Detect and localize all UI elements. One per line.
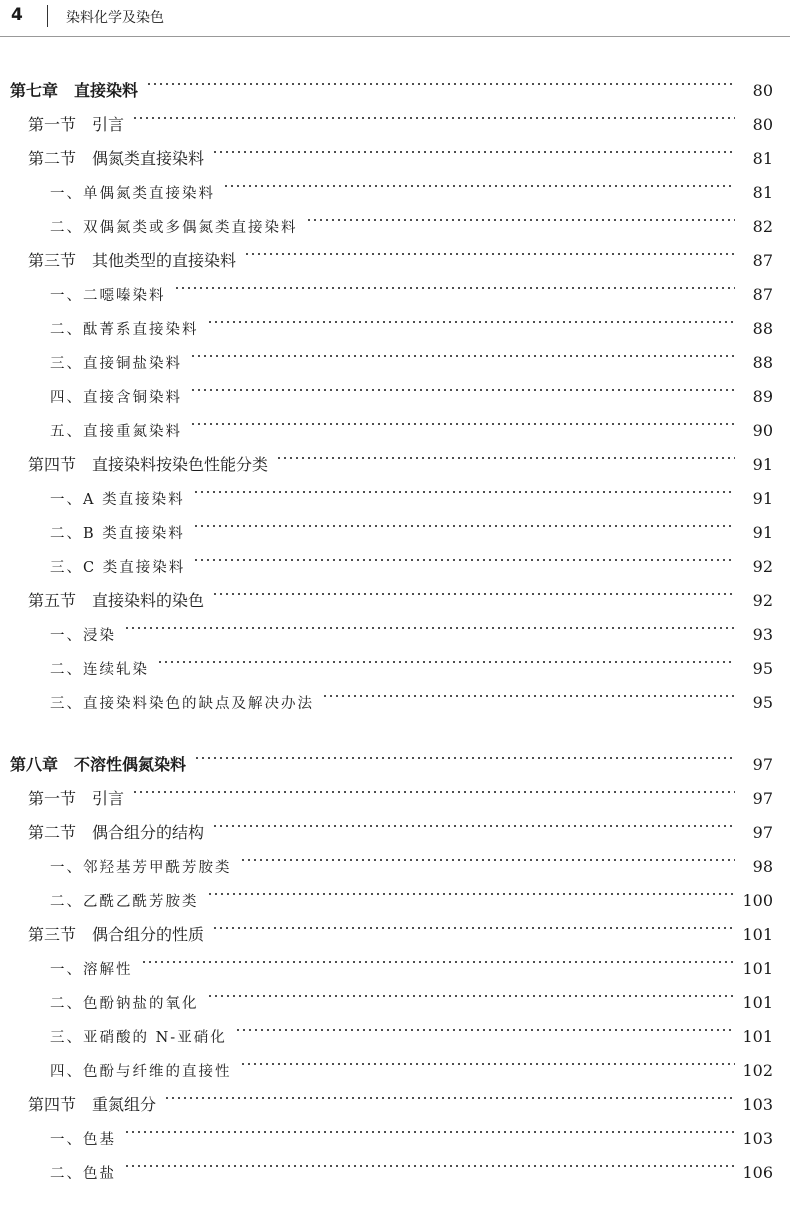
toc-entry-page: 81	[752, 183, 773, 202]
toc-entry-page: 88	[752, 353, 773, 372]
toc-entry-label: 第二节 偶合组分的结构	[28, 823, 205, 842]
toc-entry-page: 88	[752, 319, 773, 338]
toc-leader-dots	[212, 804, 735, 838]
toc-leader-dots	[240, 1042, 736, 1076]
header-rule	[0, 36, 790, 37]
toc-entry-label: 三、C 类直接染料	[50, 560, 186, 576]
toc-entry-label: 一、色基	[50, 1132, 116, 1148]
toc-leader-dots	[132, 96, 735, 130]
toc-entry-label: 二、色盐	[50, 1166, 116, 1182]
toc-entry-page: 95	[752, 693, 773, 712]
toc-chapter-entry[interactable]	[0, 62, 790, 100]
toc-leader-dots	[212, 572, 735, 606]
toc-entry-page: 101	[742, 993, 773, 1012]
toc-leader-dots	[190, 402, 735, 436]
toc-entry-label: 一、二噁嗪染料	[50, 288, 166, 304]
toc-entry-page: 92	[752, 591, 773, 610]
toc-entry-label: 二、B 类直接染料	[50, 526, 185, 542]
chapter-block	[0, 736, 790, 1182]
toc-entry-label: 一、浸染	[50, 628, 116, 644]
toc-entry-label: 第八章 不溶性偶氮染料	[10, 755, 187, 774]
toc-entry-page: 106	[742, 1163, 773, 1182]
toc-entry-page: 90	[752, 421, 773, 440]
toc-leader-dots	[190, 368, 735, 402]
toc-entry-page: 97	[752, 823, 773, 842]
toc-leader-dots	[193, 504, 735, 538]
toc-leader-dots	[276, 436, 735, 470]
toc-entry-label: 五、直接重氮染料	[50, 424, 182, 440]
header-separator	[47, 5, 48, 27]
toc-entry-label: 第四节 直接染料按染色性能分类	[28, 455, 269, 474]
page-header	[0, 0, 790, 36]
toc-entry-label: 第一节 引言	[28, 789, 125, 808]
toc-entry-page: 92	[752, 557, 773, 576]
toc-entry-label: 第五节 直接染料的染色	[28, 591, 205, 610]
book-title: 染料化学及染色	[66, 10, 164, 26]
toc-entry-label: 四、色酚与纤维的直接性	[50, 1064, 232, 1080]
toc-leader-dots	[193, 470, 735, 504]
toc-entry-page: 87	[752, 285, 773, 304]
toc-leader-dots	[322, 674, 735, 708]
toc-entry-page: 80	[752, 81, 773, 100]
toc-entry-label: 二、酞菁系直接染料	[50, 322, 199, 338]
toc-entry-label: 二、色酚钠盐的氧化	[50, 996, 199, 1012]
toc-entry-label: 第三节 其他类型的直接染料	[28, 251, 237, 270]
toc-entry-page: 95	[752, 659, 773, 678]
toc-entry-page: 101	[742, 959, 773, 978]
chapter-block	[0, 62, 790, 712]
toc-leader-dots	[207, 974, 736, 1008]
toc-entry-page: 100	[742, 891, 773, 910]
toc-entry-page: 103	[742, 1129, 773, 1148]
toc-entry-page: 91	[752, 455, 773, 474]
toc-leader-dots	[193, 538, 735, 572]
toc-entry-page: 102	[742, 1061, 773, 1080]
toc-leader-dots	[223, 164, 735, 198]
toc-leader-dots	[194, 736, 735, 770]
toc-entry-label: 二、双偶氮类或多偶氮类直接染料	[50, 220, 298, 236]
toc-leader-dots	[124, 606, 735, 640]
toc-entry-label: 四、直接含铜染料	[50, 390, 182, 406]
toc-entry-page: 91	[752, 523, 773, 542]
toc-entry-page: 93	[752, 625, 773, 644]
toc-entry-label: 一、单偶氮类直接染料	[50, 186, 215, 202]
table-of-contents	[0, 62, 790, 1206]
toc-entry-page: 98	[752, 857, 773, 876]
toc-entry-label: 三、直接染料染色的缺点及解决办法	[50, 696, 314, 712]
toc-leader-dots	[240, 838, 736, 872]
toc-leader-dots	[141, 940, 736, 974]
toc-entry-page: 80	[752, 115, 773, 134]
toc-leader-dots	[164, 1076, 735, 1110]
toc-leader-dots	[212, 130, 735, 164]
toc-entry-page: 91	[752, 489, 773, 508]
toc-entry-label: 第二节 偶氮类直接染料	[28, 149, 205, 168]
toc-leader-dots	[212, 906, 735, 940]
toc-entry-label: 一、邻羟基芳甲酰芳胺类	[50, 860, 232, 876]
toc-leader-dots	[306, 198, 736, 232]
toc-entry-page: 87	[752, 251, 773, 270]
page-number: 4	[11, 5, 23, 25]
toc-entry-page: 97	[752, 789, 773, 808]
toc-entry-label: 三、亚硝酸的 N-亚硝化	[50, 1030, 227, 1046]
toc-leader-dots	[132, 770, 735, 804]
toc-entry-page: 97	[752, 755, 773, 774]
toc-entry-label: 一、A 类直接染料	[50, 492, 185, 508]
toc-entry-label: 一、溶解性	[50, 962, 133, 978]
toc-entry-page: 82	[752, 217, 773, 236]
toc-leader-dots	[235, 1008, 735, 1042]
toc-entry-label: 第一节 引言	[28, 115, 125, 134]
toc-leader-dots	[244, 232, 735, 266]
toc-leader-dots	[157, 640, 735, 674]
toc-entry-label: 第七章 直接染料	[10, 81, 139, 100]
toc-entry-page: 81	[752, 149, 773, 168]
toc-entry-page: 101	[742, 1027, 773, 1046]
toc-leader-dots	[207, 300, 736, 334]
toc-entry-page: 101	[742, 925, 773, 944]
toc-leader-dots	[190, 334, 735, 368]
toc-entry-label: 三、直接铜盐染料	[50, 356, 182, 372]
toc-leader-dots	[146, 62, 735, 96]
toc-chapter-entry[interactable]	[0, 736, 790, 774]
toc-leader-dots	[207, 872, 736, 906]
toc-entry-page: 89	[752, 387, 773, 406]
toc-entry-label: 第三节 偶合组分的性质	[28, 925, 205, 944]
toc-leader-dots	[174, 266, 736, 300]
toc-entry-label: 二、乙酰乙酰芳胺类	[50, 894, 199, 910]
toc-entry-label: 第四节 重氮组分	[28, 1095, 157, 1114]
toc-entry-page: 103	[742, 1095, 773, 1114]
toc-leader-dots	[124, 1144, 735, 1178]
toc-leader-dots	[124, 1110, 735, 1144]
toc-entry-label: 二、连续轧染	[50, 662, 149, 678]
